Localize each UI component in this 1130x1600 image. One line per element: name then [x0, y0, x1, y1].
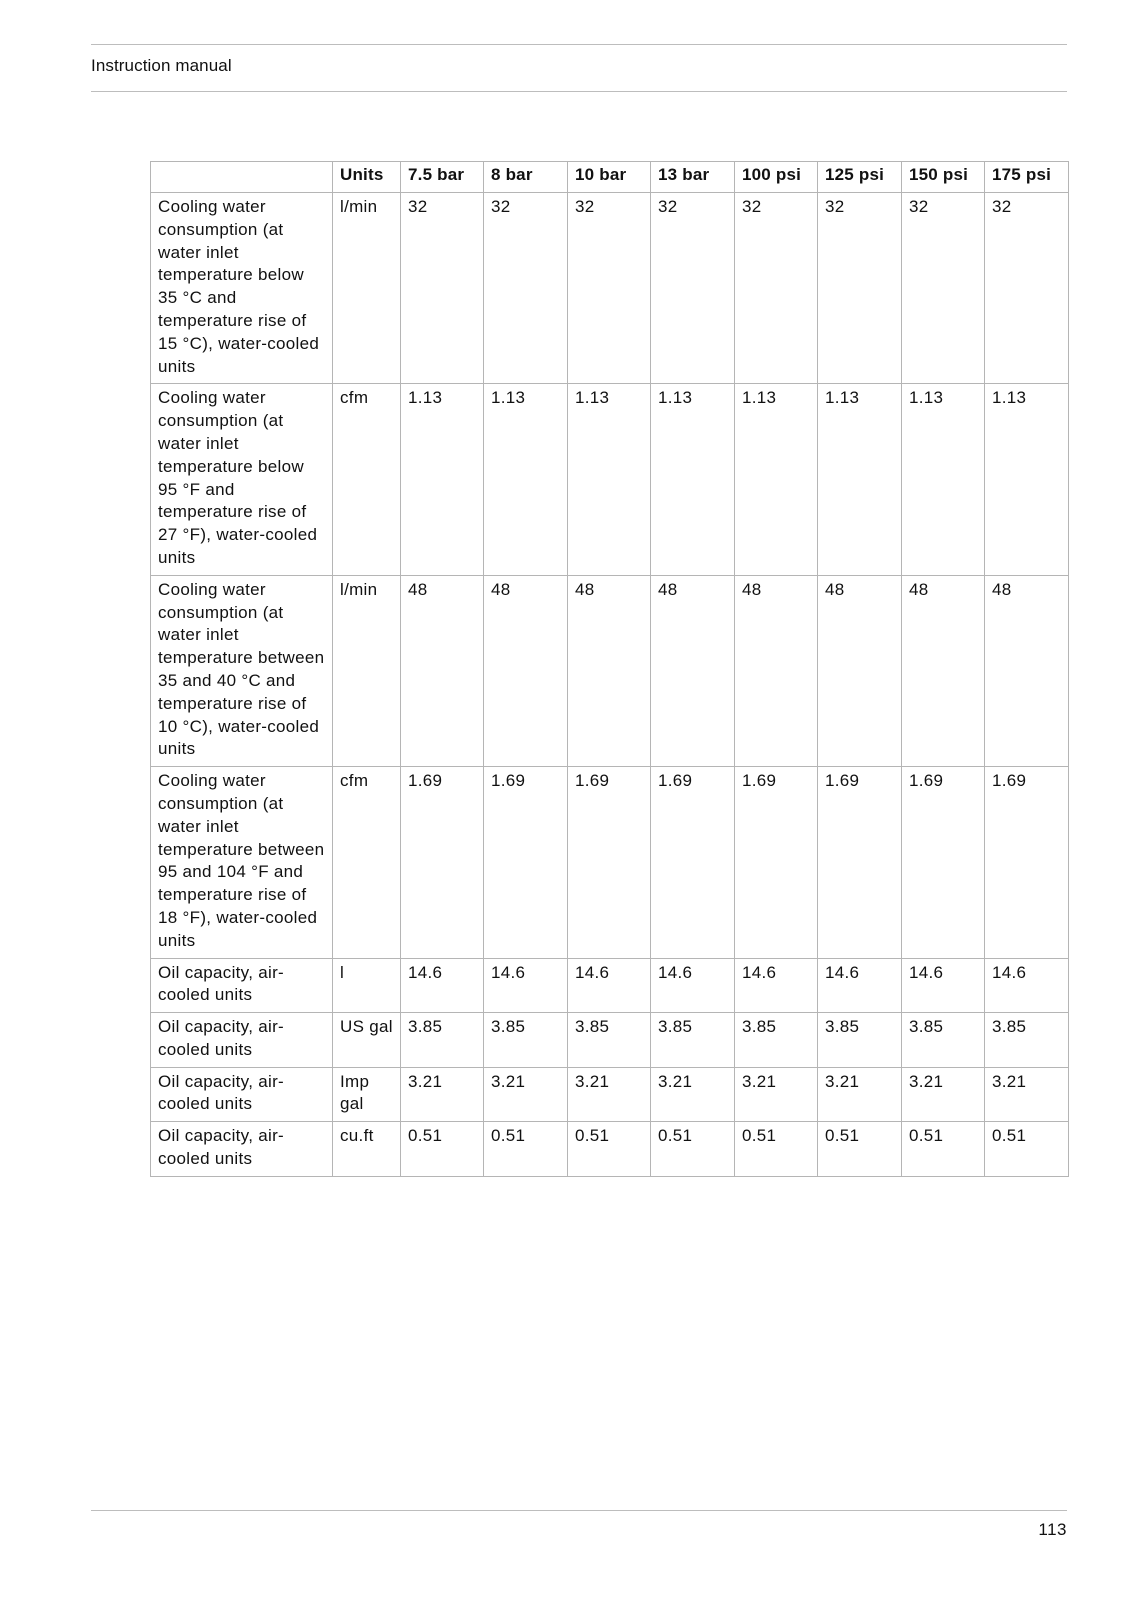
- value-cell: 1.13: [735, 384, 818, 575]
- technical-data-table: [150, 161, 1069, 1177]
- table-body: [151, 193, 1069, 1177]
- value-cell: 3.85: [401, 1013, 484, 1068]
- value-cell: 3.21: [985, 1067, 1069, 1122]
- value-cell: 32: [985, 193, 1069, 384]
- value-cell: 0.51: [818, 1122, 902, 1177]
- value-cell: 1.69: [818, 767, 902, 958]
- document-title: Instruction manual: [91, 56, 232, 75]
- value-cell: 32: [735, 193, 818, 384]
- value-cell: 32: [401, 193, 484, 384]
- value-cell: 3.21: [818, 1067, 902, 1122]
- value-cell: 48: [985, 575, 1069, 766]
- value-cell: 1.69: [401, 767, 484, 958]
- value-cell: 14.6: [818, 958, 902, 1013]
- value-cell: 48: [735, 575, 818, 766]
- header-rule-bottom: [91, 91, 1067, 92]
- value-cell: 0.51: [568, 1122, 651, 1177]
- value-cell: 1.69: [568, 767, 651, 958]
- unit-cell: l/min: [333, 193, 401, 384]
- value-cell: 1.13: [902, 384, 985, 575]
- column-header: Units: [333, 162, 401, 193]
- value-cell: 3.21: [568, 1067, 651, 1122]
- value-cell: 1.69: [985, 767, 1069, 958]
- page-number: 113: [1038, 1520, 1067, 1539]
- table-row: [151, 1067, 1069, 1122]
- value-cell: 3.85: [902, 1013, 985, 1068]
- column-header: 8 bar: [484, 162, 568, 193]
- table-row: [151, 1122, 1069, 1177]
- table-row: [151, 1013, 1069, 1068]
- unit-cell: cfm: [333, 384, 401, 575]
- value-cell: 1.13: [484, 384, 568, 575]
- value-cell: 0.51: [902, 1122, 985, 1177]
- column-header: 175 psi: [985, 162, 1069, 193]
- value-cell: 3.85: [818, 1013, 902, 1068]
- value-cell: 14.6: [568, 958, 651, 1013]
- unit-cell: Imp gal: [333, 1067, 401, 1122]
- value-cell: 14.6: [401, 958, 484, 1013]
- value-cell: 48: [401, 575, 484, 766]
- parameter-cell: Oil capacity, air-cooled units: [151, 958, 333, 1013]
- unit-cell: US gal: [333, 1013, 401, 1068]
- value-cell: 0.51: [484, 1122, 568, 1177]
- value-cell: 3.85: [568, 1013, 651, 1068]
- table-header: [151, 162, 1069, 193]
- value-cell: 3.85: [985, 1013, 1069, 1068]
- value-cell: 1.69: [651, 767, 735, 958]
- value-cell: 14.6: [651, 958, 735, 1013]
- value-cell: 0.51: [735, 1122, 818, 1177]
- unit-cell: cfm: [333, 767, 401, 958]
- value-cell: 1.69: [484, 767, 568, 958]
- value-cell: 3.85: [651, 1013, 735, 1068]
- value-cell: 3.21: [401, 1067, 484, 1122]
- value-cell: 32: [651, 193, 735, 384]
- column-header: [151, 162, 333, 193]
- value-cell: 48: [818, 575, 902, 766]
- value-cell: 3.21: [735, 1067, 818, 1122]
- value-cell: 48: [902, 575, 985, 766]
- table-row: [151, 384, 1069, 575]
- value-cell: 0.51: [401, 1122, 484, 1177]
- value-cell: 0.51: [651, 1122, 735, 1177]
- unit-cell: l/min: [333, 575, 401, 766]
- value-cell: 48: [651, 575, 735, 766]
- table-row: [151, 958, 1069, 1013]
- value-cell: 32: [484, 193, 568, 384]
- value-cell: 3.21: [902, 1067, 985, 1122]
- column-header: 7.5 bar: [401, 162, 484, 193]
- column-header: 10 bar: [568, 162, 651, 193]
- parameter-cell: Oil capacity, air-cooled units: [151, 1122, 333, 1177]
- value-cell: 1.13: [568, 384, 651, 575]
- parameter-cell: Cooling water consumption (at water inlet temperature between 95 and 104 °F and temperature rise of 18 °F), water-cooled units: [151, 767, 333, 958]
- value-cell: 32: [568, 193, 651, 384]
- unit-cell: l: [333, 958, 401, 1013]
- value-cell: 32: [818, 193, 902, 384]
- value-cell: 1.13: [818, 384, 902, 575]
- column-header: 125 psi: [818, 162, 902, 193]
- header-rule-top: [91, 44, 1067, 45]
- value-cell: 14.6: [484, 958, 568, 1013]
- value-cell: 48: [484, 575, 568, 766]
- footer-rule: [91, 1510, 1067, 1511]
- table-row: [151, 575, 1069, 766]
- value-cell: 14.6: [985, 958, 1069, 1013]
- value-cell: 32: [902, 193, 985, 384]
- value-cell: 3.85: [735, 1013, 818, 1068]
- value-cell: 3.21: [484, 1067, 568, 1122]
- value-cell: 1.13: [985, 384, 1069, 575]
- column-header: 100 psi: [735, 162, 818, 193]
- value-cell: 1.69: [735, 767, 818, 958]
- parameter-cell: Cooling water consumption (at water inlet temperature below 95 °F and temperature rise of 27 °F), water-cooled units: [151, 384, 333, 575]
- value-cell: 1.13: [401, 384, 484, 575]
- unit-cell: cu.ft: [333, 1122, 401, 1177]
- table-row: [151, 767, 1069, 958]
- header-row: [151, 162, 1069, 193]
- parameter-cell: Cooling water consumption (at water inlet temperature below 35 °C and temperature rise of 15 °C), water-cooled units: [151, 193, 333, 384]
- value-cell: 1.69: [902, 767, 985, 958]
- column-header: 150 psi: [902, 162, 985, 193]
- value-cell: 1.13: [651, 384, 735, 575]
- value-cell: 3.85: [484, 1013, 568, 1068]
- parameter-cell: Oil capacity, air-cooled units: [151, 1013, 333, 1068]
- value-cell: 3.21: [651, 1067, 735, 1122]
- value-cell: 0.51: [985, 1122, 1069, 1177]
- value-cell: 14.6: [902, 958, 985, 1013]
- value-cell: 48: [568, 575, 651, 766]
- table-row: [151, 193, 1069, 384]
- parameter-cell: Oil capacity, air-cooled units: [151, 1067, 333, 1122]
- parameter-cell: Cooling water consumption (at water inlet temperature between 35 and 40 °C and temperature rise of 10 °C), water-cooled units: [151, 575, 333, 766]
- column-header: 13 bar: [651, 162, 735, 193]
- value-cell: 14.6: [735, 958, 818, 1013]
